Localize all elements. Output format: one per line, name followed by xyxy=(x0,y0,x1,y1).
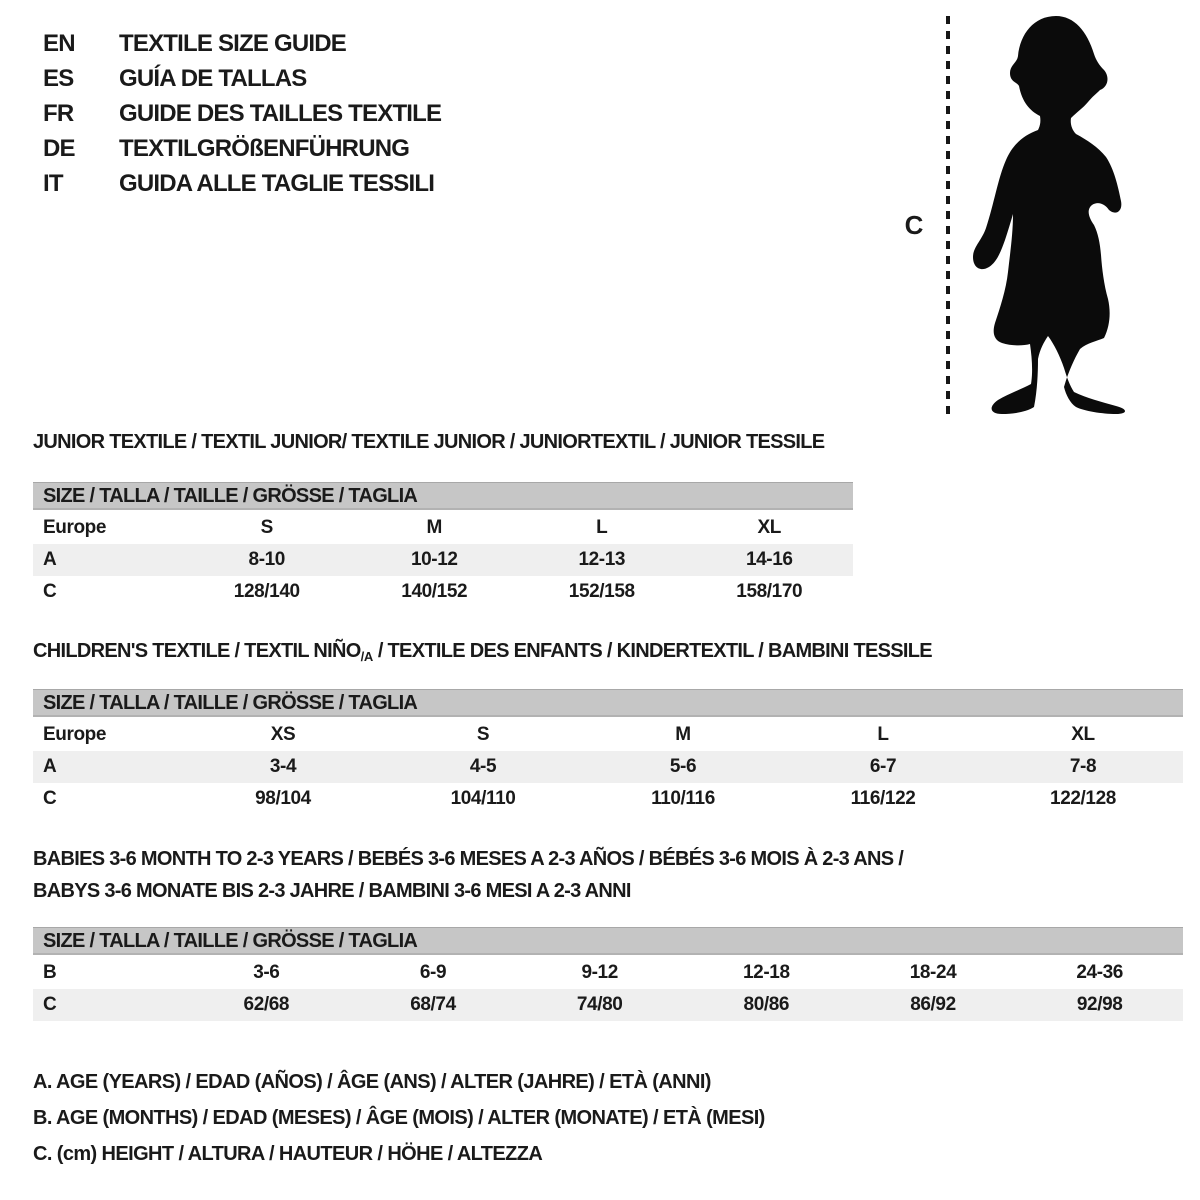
value-cell: 104/110 xyxy=(450,788,516,809)
language-code: DE xyxy=(43,134,75,162)
size-cell: M xyxy=(675,724,691,745)
measure-legend xyxy=(33,1064,765,1172)
babies-section-heading-line2: BABYS 3-6 MONATE BIS 2-3 JAHRE / BAMBINI 3-6 MESI A 2-3 ANNI xyxy=(33,880,631,902)
height-measure-label: C xyxy=(904,210,924,240)
language-row xyxy=(43,166,441,201)
size-header-bar: SIZE / TALLA / TAILLE / GRÖSSE / TAGLIA xyxy=(33,927,1183,957)
table-row xyxy=(33,989,1183,1021)
babies-size-table xyxy=(33,927,1183,1021)
value-cell: 10-12 xyxy=(410,549,458,570)
row-label: C xyxy=(43,581,57,602)
row-label: B xyxy=(43,962,57,983)
value-cell: 4-5 xyxy=(469,756,497,777)
row-label: A xyxy=(43,756,57,777)
value-cell: 3-4 xyxy=(269,756,297,777)
value-cell: 12-18 xyxy=(743,962,790,983)
value-cell: 86/92 xyxy=(910,994,956,1015)
size-cell: XS xyxy=(270,724,296,745)
heading-subscript: /A xyxy=(360,649,373,664)
value-cell: 68/74 xyxy=(410,994,456,1015)
value-cell: 62/68 xyxy=(243,994,290,1015)
language-title-list xyxy=(43,26,441,201)
value-cell: 116/122 xyxy=(850,788,916,809)
legend-line-b: B. AGE (MONTHS) / EDAD (MESES) / ÂGE (MOIS) / ALTER (MONATE) / ETÀ (MESI) xyxy=(33,1106,765,1129)
value-cell: 92/98 xyxy=(1076,994,1123,1015)
size-cell: M xyxy=(426,517,442,538)
language-row xyxy=(43,61,441,96)
guide-title: GUIDE DES TAILLES TEXTILE xyxy=(119,99,442,127)
row-label: C xyxy=(43,788,57,809)
size-cell: S xyxy=(260,517,273,538)
language-row xyxy=(43,26,441,61)
size-header-bar: SIZE / TALLA / TAILLE / GRÖSSE / TAGLIA xyxy=(33,689,1183,719)
height-measure-dashed-line xyxy=(946,16,950,416)
size-header-bar: SIZE / TALLA / TAILLE / GRÖSSE / TAGLIA xyxy=(33,482,853,512)
size-cell: S xyxy=(476,724,490,745)
language-row xyxy=(43,96,441,131)
value-cell: 6-7 xyxy=(869,756,897,777)
junior-section-heading: JUNIOR TEXTILE / TEXTIL JUNIOR/ TEXTILE JUNIOR / JUNIORTEXTIL / JUNIOR TESSILE xyxy=(33,431,825,453)
language-row xyxy=(43,131,441,166)
value-cell: 128/140 xyxy=(233,581,300,602)
table-row xyxy=(33,544,853,576)
junior-size-table xyxy=(33,482,853,608)
value-cell: 80/86 xyxy=(743,994,790,1015)
row-label: Europe xyxy=(43,517,107,538)
value-cell: 110/116 xyxy=(651,788,715,809)
table-row xyxy=(33,957,1183,989)
heading-text: / TEXTILE DES ENFANTS / KINDERTEXTIL / BAMBINI TESSILE xyxy=(372,640,932,662)
size-cell: L xyxy=(596,517,608,538)
value-cell: 9-12 xyxy=(581,962,618,983)
guide-title: TEXTILGRÖßENFÜHRUNG xyxy=(119,134,410,162)
value-cell: 14-16 xyxy=(745,549,793,570)
guide-title: TEXTILE SIZE GUIDE xyxy=(119,29,346,57)
size-cell: XL xyxy=(757,517,781,538)
language-code: IT xyxy=(43,169,63,197)
value-cell: 140/152 xyxy=(401,581,468,602)
value-cell: 6-9 xyxy=(419,962,447,983)
row-label: A xyxy=(43,549,57,570)
children-size-table xyxy=(33,689,1183,815)
value-cell: 152/158 xyxy=(568,581,635,602)
language-code: ES xyxy=(43,64,74,92)
guide-title: GUÍA DE TALLAS xyxy=(119,64,307,92)
babies-section-heading-line1: BABIES 3-6 MONTH TO 2-3 YEARS / BEBÉS 3-6 MESES A 2-3 AÑOS / BÉBÉS 3-6 MOIS À 2-3 ANS / xyxy=(33,848,904,870)
table-row xyxy=(33,512,853,544)
toddler-silhouette-icon xyxy=(968,14,1140,416)
legend-line-a: A. AGE (YEARS) / EDAD (AÑOS) / ÂGE (ANS) / ALTER (JAHRE) / ETÀ (ANNI) xyxy=(33,1070,711,1093)
heading-text: CHILDREN'S TEXTILE / TEXTIL NIÑO xyxy=(33,640,361,662)
table-row xyxy=(33,576,853,608)
legend-line-c: C. (cm) HEIGHT / ALTURA / HAUTEUR / HÖHE / ALTEZZA xyxy=(33,1142,543,1165)
language-code: FR xyxy=(43,99,74,127)
value-cell: 8-10 xyxy=(248,549,285,570)
children-section-heading xyxy=(33,640,932,664)
table-row xyxy=(33,751,1183,783)
value-cell: 18-24 xyxy=(909,962,957,983)
value-cell: 158/170 xyxy=(736,581,803,602)
table-row xyxy=(33,783,1183,815)
size-cell: L xyxy=(877,724,889,745)
language-code: EN xyxy=(43,29,75,57)
value-cell: 24-36 xyxy=(1076,962,1123,983)
value-cell: 3-6 xyxy=(253,962,280,983)
guide-title: GUIDA ALLE TAGLIE TESSILI xyxy=(119,169,435,197)
row-label: Europe xyxy=(43,724,107,745)
value-cell: 98/104 xyxy=(255,788,311,809)
value-cell: 12-13 xyxy=(578,549,626,570)
value-cell: 5-6 xyxy=(669,756,697,777)
row-label: C xyxy=(43,994,57,1015)
table-row xyxy=(33,719,1183,751)
size-cell: XL xyxy=(1071,724,1095,745)
value-cell: 7-8 xyxy=(1069,756,1097,777)
value-cell: 74/80 xyxy=(576,994,623,1015)
value-cell: 122/128 xyxy=(1050,788,1116,809)
